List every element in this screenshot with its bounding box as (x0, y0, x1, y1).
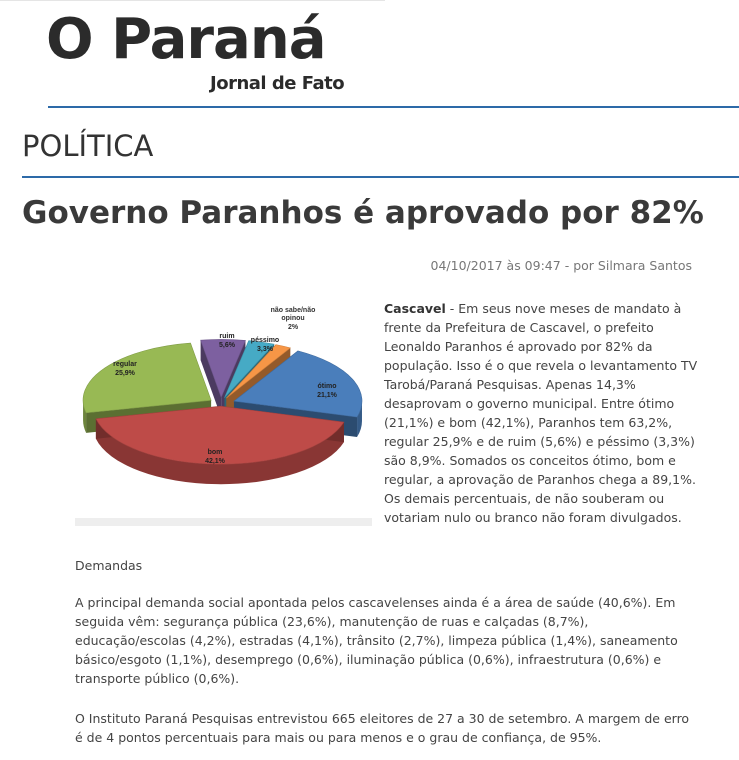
byline-separator: - (564, 258, 570, 273)
article-meta (370, 257, 692, 275)
approval-pie-chart (75, 296, 372, 526)
subheading-demandas: Demandas (75, 558, 143, 573)
pie-label-p-ssimo: péssimo 3,3% (250, 337, 280, 353)
lead-place: Cascavel (384, 301, 446, 316)
header-top-rule (0, 0, 385, 1)
site-tagline: Jornal de Fato (210, 73, 345, 94)
pie-label--timo: ótimo 21,1% (317, 383, 337, 399)
site-logo[interactable]: O Paraná (46, 7, 326, 72)
section-title[interactable]: POLÍTICA (22, 129, 154, 163)
article-title: Governo Paranhos é aprovado por 82% (22, 195, 704, 231)
header-divider (48, 106, 739, 108)
pie-label-n-o-sabe-n-o-opinou: não sabe/não opinou 2% (270, 307, 316, 331)
pie-chart-svg (75, 296, 372, 526)
article-date: 04/10/2017 às 09:47 (430, 258, 561, 273)
article-lead (384, 299, 704, 527)
site-header (0, 0, 739, 110)
paragraph-demands: A principal demanda social apontada pelos cascavelenses ainda é a área de saúde (40,6%). Em seguida vêm: segurança pública (23,6%), manutenção de ruas e calçadas (8,7%), educação/escolas (4,2%), estradas (4,1%), trânsito (2,7%), limpeza pública (1,4%), saneamento básico/esgoto (1,1%), desemprego (0,6%), iluminação pública (0,6%), infraestrutura (0,6%) e transporte público (0,6%). (75, 595, 678, 686)
author-prefix: por (573, 258, 594, 273)
article-author: Silmara Santos (597, 258, 692, 273)
pie-label-regular: regular 25,9% (113, 361, 137, 377)
pie-label-bom: bom 42,1% (205, 449, 225, 465)
paragraph-methodology: O Instituto Paraná Pesquisas entrevistou 665 eleitores de 27 a 30 de setembro. A margem de erro é de 4 pontos percentuais para mais ou para menos e o grau de confiança, de 95%. (75, 711, 690, 745)
pie-label-ruim: ruim 5,6% (219, 333, 235, 349)
section-divider (22, 176, 739, 178)
lead-text: - Em seus nove meses de mandato à frente da Prefeitura de Cascavel, o prefeito Leonaldo Paranhos é aprovado por 82% da população. Isso é o que revela o levantamento TV Tarobá/Paraná Pesquisas. Apenas 14,3% desaprovam o governo municipal. Entre ótimo (21,1%) e bom (42,1%), Paranhos tem 63,2%, regular 25,9% e de ruim (5,6%) e péssimo (3,3%) são 8,9%. Somados os conceitos ótimo, bom e regular, a aprovação de Paranhos chega a 89,1%. Os demais percentuais, de não souberam ou votariam nulo ou branco não foram divulgados. (384, 301, 698, 525)
